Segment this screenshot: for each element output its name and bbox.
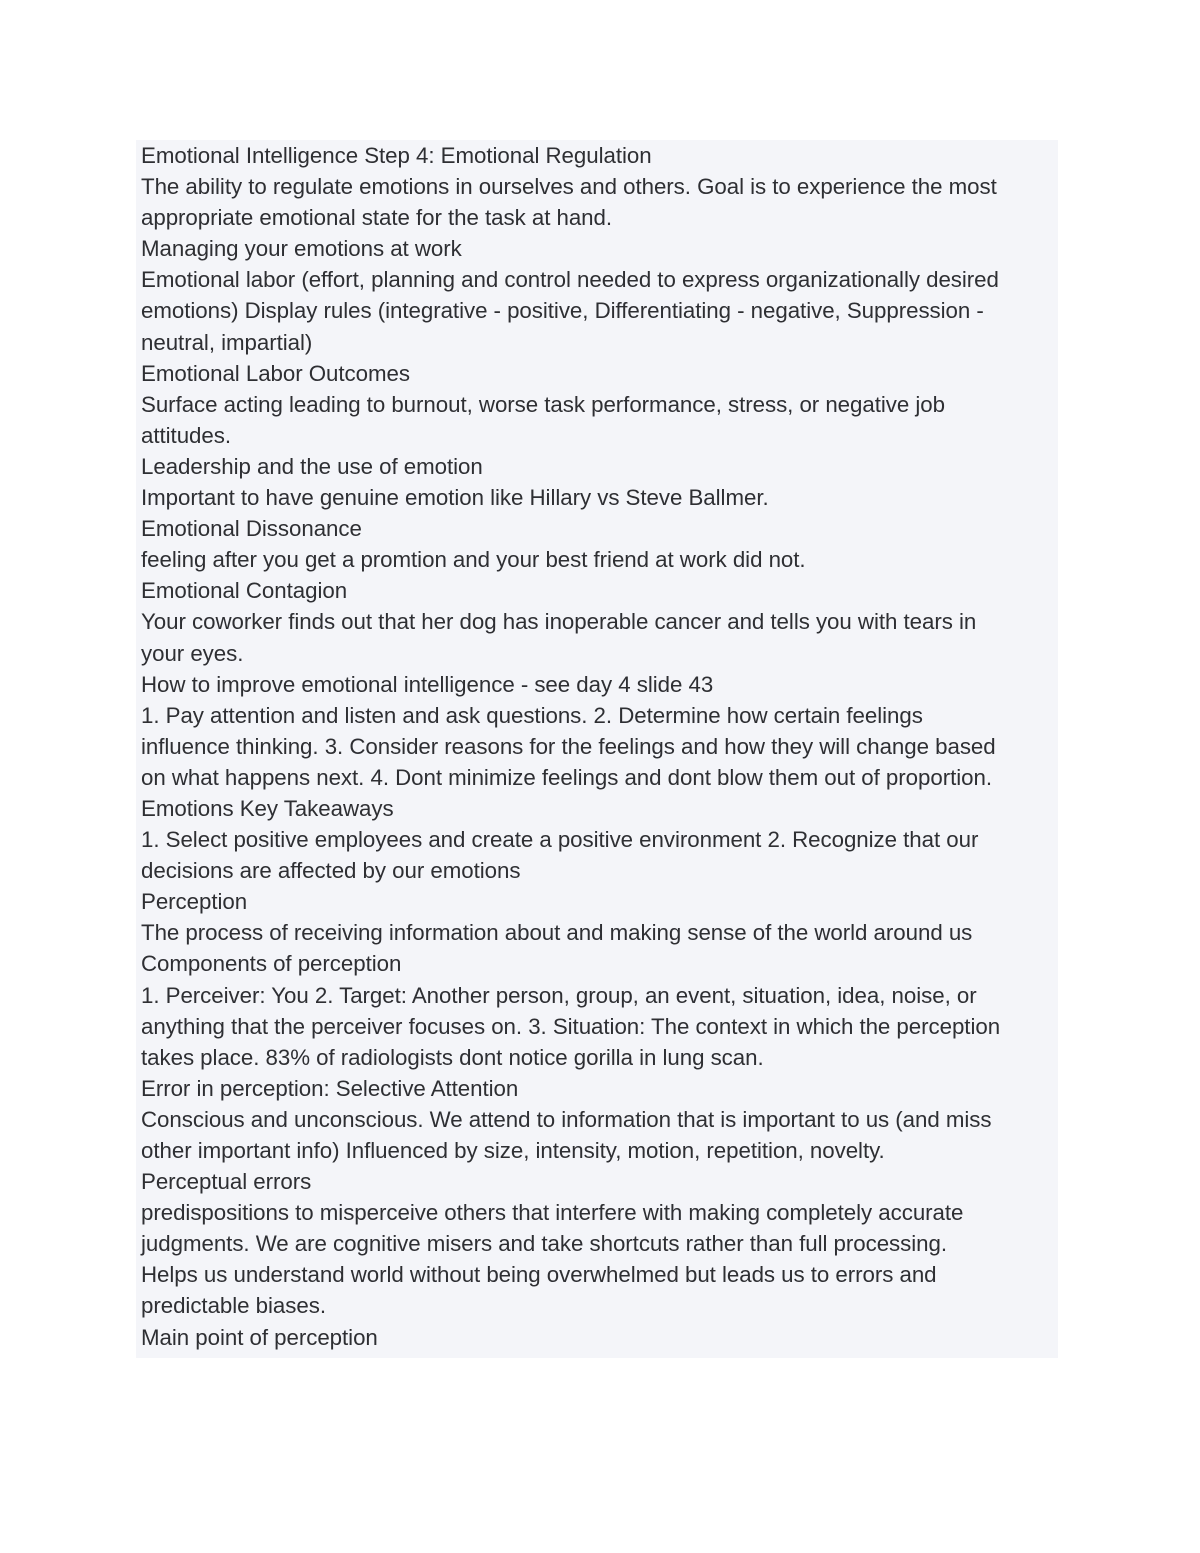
text-line-heading: Emotional Intelligence Step 4: Emotional Regulation [141, 143, 652, 168]
text-line: Important to have genuine emotion like Hillary vs Steve Ballmer. [141, 485, 769, 511]
text-line: your eyes. [141, 640, 244, 666]
notes-text-block [136, 140, 1058, 1358]
text-line: Emotional labor (effort, planning and control needed to express organizationally desired [141, 267, 999, 293]
text-line: Components of perception [141, 951, 402, 977]
text-line: Surface acting leading to burnout, worse task performance, stress, or negative job [141, 391, 945, 417]
text-line: 1. Select positive employees and create a positive environment 2. Recognize that our [141, 827, 979, 853]
text-line: on what happens next. 4. Dont minimize feelings and dont blow them out of proportion. [141, 764, 992, 790]
text-line: anything that the perceiver focuses on. 3. Situation: The context in which the perception [141, 1013, 1001, 1039]
text-line: Managing your emotions at work [141, 236, 462, 262]
text-line: Perceptual errors [141, 1169, 312, 1195]
text-line: takes place. 83% of radiologists dont notice gorilla in lung scan. [141, 1044, 764, 1070]
text-line: appropriate emotional state for the task at hand. [141, 205, 613, 231]
text-line: Your coworker finds out that her dog has inoperable cancer and tells you with tears in [141, 609, 977, 635]
text-line: Main point of perception [141, 1324, 378, 1350]
text-line: emotions) Display rules (integrative - positive, Differentiating - negative, Suppression - [141, 298, 984, 324]
text-line: How to improve emotional intelligence - see day 4 slide 43 [141, 671, 714, 697]
text-line: Emotional Dissonance [141, 516, 362, 542]
text-line: 1. Pay attention and listen and ask questions. 2. Determine how certain feelings [141, 702, 923, 728]
text-line: 1. Perceiver: You 2. Target: Another person, group, an event, situation, idea, noise, or [141, 982, 977, 1008]
text-line: Emotional Labor Outcomes [141, 360, 410, 386]
text-line: judgments. We are cognitive misers and take shortcuts rather than full processing. [141, 1231, 948, 1257]
text-line: Emotional Contagion [141, 578, 348, 604]
text-line: decisions are affected by our emotions [141, 858, 521, 884]
text-line: Helps us understand world without being overwhelmed but leads us to errors and [141, 1262, 937, 1288]
text-line: Error in perception: Selective Attention [141, 1075, 519, 1101]
text-line: predispositions to misperceive others that interfere with making completely accurate [141, 1200, 964, 1226]
text-line: neutral, impartial) [141, 329, 313, 355]
text-line: attitudes. [141, 422, 231, 448]
text-line: The process of receiving information about and making sense of the world around us [141, 920, 973, 946]
text-line: predictable biases. [141, 1293, 326, 1319]
text-line: Leadership and the use of emotion [141, 453, 483, 479]
text-line: The ability to regulate emotions in ourselves and others. Goal is to experience the most [141, 174, 997, 200]
text-line: other important info) Influenced by size, intensity, motion, repetition, novelty. [141, 1138, 885, 1163]
text-line: Perception [141, 889, 248, 915]
text-line: feeling after you get a promtion and your best friend at work did not. [141, 547, 806, 573]
text-line: Emotions Key Takeaways [141, 795, 394, 821]
text-line: influence thinking. 3. Consider reasons for the feelings and how they will change based [141, 733, 996, 759]
text-line: Conscious and unconscious. We attend to information that is important to us (and miss [141, 1106, 992, 1132]
